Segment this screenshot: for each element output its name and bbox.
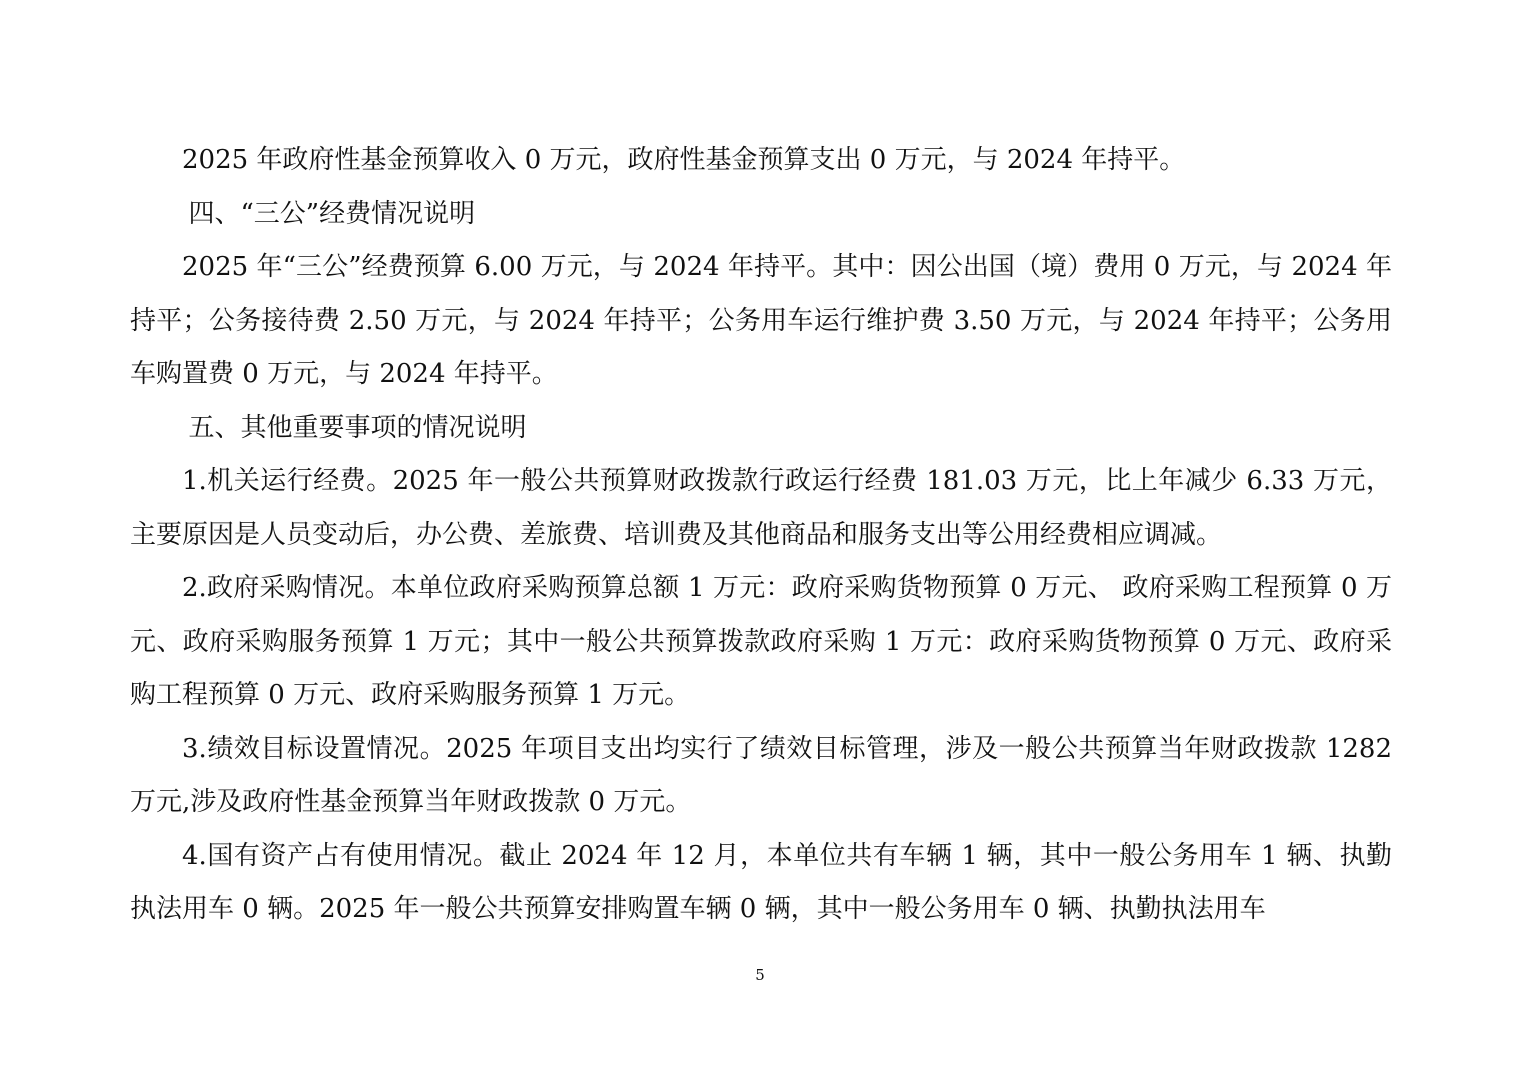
paragraph-operating-expenses: 1.机关运行经费。2025 年一般公共预算财政拨款行政运行经费 181.03 万元，比上年减少 6.33 万元，主要原因是人员变动后，办公费、差旅费、培训费及其他商品和服务支出等公用经费相应调减。 — [130, 466, 1392, 550]
section-heading-other-matters: 五、其他重要事项的情况说明 — [188, 412, 527, 443]
paragraph-fund-budget: 2025 年政府性基金预算收入 0 万元，政府性基金预算支出 0 万元，与 2024 年持平。 — [182, 145, 1186, 175]
paragraph-performance-targets: 3.绩效目标设置情况。2025 年项目支出均实行了绩效目标管理，涉及一般公共预算当年财政拨款 1282 万元,涉及政府性基金预算当年财政拨款 0 万元。 — [130, 733, 1392, 817]
document-body — [130, 134, 1392, 937]
page-number: 5 — [755, 966, 765, 984]
paragraph-state-assets: 4.国有资产占有使用情况。截止 2024 年 12 月，本单位共有车辆 1 辆，其中一般公务用车 1 辆、执勤执法用车 0 辆。2025 年一般公共预算安排购置车辆 0 辆，其中一般公务用车 0 辆、执勤执法用车 — [130, 840, 1392, 924]
section-heading-three-public-expenses: 四、“三公”经费情况说明 — [188, 198, 476, 229]
paragraph-government-procurement: 2.政府采购情况。本单位政府采购预算总额 1 万元：政府采购货物预算 0 万元、 政府采购工程预算 0 万元、政府采购服务预算 1 万元；其中一般公共预算拨款政府采购 1 万元：政府采购货物预算 0 万元、政府采购工程预算 0 万元、政府采购服务预算 1 万元。 — [130, 573, 1392, 710]
paragraph-three-public-expenses: 2025 年“三公”经费预算 6.00 万元，与 2024 年持平。其中：因公出国（境）费用 0 万元，与 2024 年持平；公务接待费 2.50 万元，与 2024 年持平；公务用车运行维护费 3.50 万元，与 2024 年持平；公务用车购置费 0 万元，与 2024 年持平。 — [130, 252, 1392, 389]
